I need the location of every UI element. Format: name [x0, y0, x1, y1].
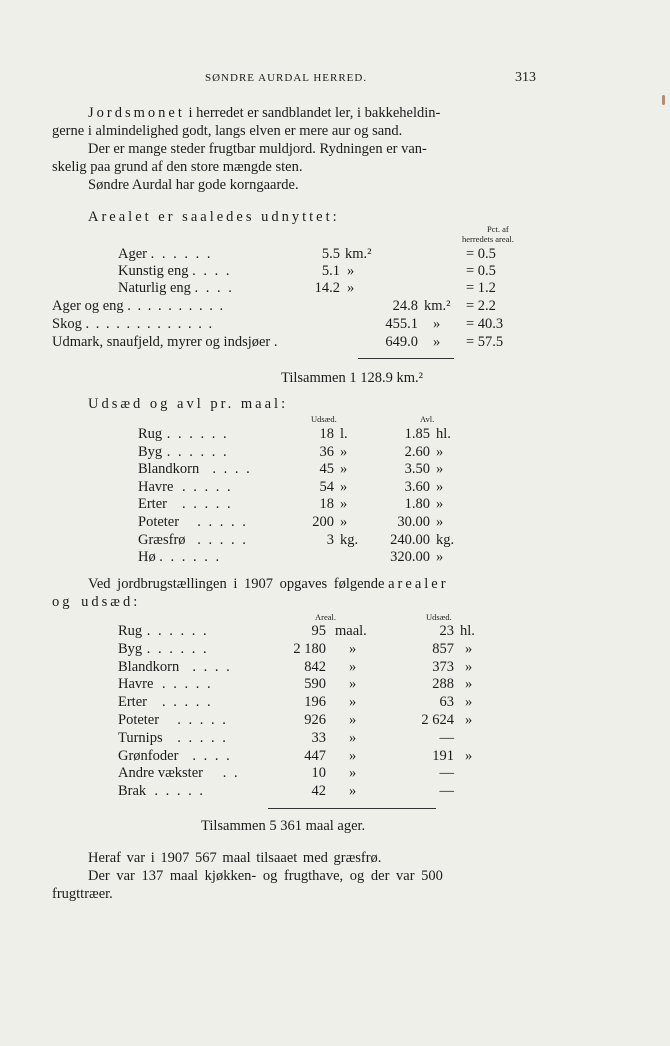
area-main-value: 649.0: [385, 334, 418, 350]
closing-line-1: Heraf var i 1907 567 maal tilsaaet med græsfrø.: [88, 850, 382, 866]
area-heading: Arealet er saaledes udnyttet:: [88, 209, 340, 225]
census-row-label: Poteter: [118, 712, 160, 728]
seed-row-seed-unit: kg.: [340, 531, 359, 548]
area-sub-value: 5.1: [321, 263, 340, 279]
seed-row-yield-unit: »: [436, 461, 444, 478]
seed-row-yield-unit: »: [436, 478, 444, 495]
census-row-area: 196: [304, 694, 326, 711]
area-sub-row: Ager . . . . . .: [118, 246, 213, 262]
area-sub-unit: »: [347, 263, 355, 279]
area-sub-pct: = 1.2: [466, 280, 496, 296]
census-row-area-unit: »: [349, 765, 357, 782]
seed-row-yield: 1.85: [404, 426, 430, 442]
area-sub-unit: km.²: [345, 246, 372, 262]
seed-row-seed: 18: [319, 426, 334, 442]
seed-row-seed-unit: »: [340, 496, 348, 513]
seed-row-yield-unit: »: [436, 443, 444, 460]
seed-row-seed: 54: [319, 478, 334, 495]
census-row-area: 447: [304, 747, 326, 764]
seed-row-seed-unit: »: [340, 461, 348, 478]
census-row-dots: . . . . .: [162, 676, 213, 693]
census-row-seed: —: [439, 729, 454, 746]
seed-col-header: Udsæd.: [311, 414, 337, 424]
census-row-dots: . . . . .: [154, 783, 206, 800]
area-sub-row: Naturlig eng . . . .: [118, 280, 234, 296]
area-main-pct: = 2.2: [466, 298, 496, 314]
census-row-area: 33: [311, 729, 326, 746]
intro-line-1: [88, 105, 440, 122]
closing-line-2: Der var 137 maal kjøkken- og frugthave, og der var 500: [88, 868, 443, 884]
census-row-dots: . . . .: [192, 747, 232, 764]
census-row-seed: 373: [432, 658, 454, 675]
seed-row-yield: 240.00: [390, 531, 430, 548]
area-sub-pct: = 0.5: [466, 246, 496, 262]
census-row-area: 842: [304, 658, 326, 675]
paper-stain: [662, 95, 665, 105]
seed-row-seed: 45: [319, 461, 334, 478]
census-row-label: Byg: [118, 640, 143, 657]
census-row-dots: . .: [222, 765, 240, 782]
census-row-dots: . . . . .: [177, 729, 228, 746]
seed-row-seed: 200: [312, 514, 334, 530]
seed-row-yield: 3.60: [404, 478, 430, 495]
census-area-col-header: Areal.: [315, 612, 337, 622]
area-sub-value: 14.2: [314, 280, 340, 296]
census-row-seed-unit: »: [465, 694, 473, 711]
census-row-seed: 23: [439, 623, 454, 639]
seed-row-dots: . . . . .: [197, 531, 248, 548]
seed-row-dots: . . . . .: [197, 514, 248, 530]
seed-row-yield: 30.00: [397, 514, 430, 530]
seed-row-label: Havre: [138, 478, 174, 495]
intro-line-3: Der er mange steder frugtbar muldjord. Rydningen er van-: [88, 141, 427, 157]
census-row-seed: 288: [432, 676, 454, 693]
seed-row-dots: . . . . .: [182, 496, 233, 513]
census-row-seed-unit: »: [465, 676, 473, 693]
census-row-seed-unit: »: [465, 658, 473, 675]
census-row-dots: . . . . .: [162, 694, 213, 711]
area-sub-row: Kunstig eng . . . .: [118, 263, 232, 279]
intro-spaced-word: Jordsmonet: [88, 105, 185, 121]
running-header: SØNDRE AURDAL HERRED.: [205, 72, 368, 84]
seed-row-yield-unit: »: [436, 496, 444, 513]
census-row-label: Blandkorn: [118, 658, 180, 675]
seed-row-yield-unit: kg.: [436, 531, 455, 548]
census-row-seed: —: [439, 765, 454, 782]
seed-row-yield: 1.80: [404, 496, 430, 513]
census-row-area-unit: »: [349, 783, 357, 800]
census-row-seed: —: [439, 783, 454, 800]
intro-line-2: gerne i almindelighed godt, langs elven er mere aur og sand.: [52, 123, 403, 139]
census-total-rule: [268, 808, 436, 809]
area-sub-value: 5.5: [321, 246, 340, 262]
census-row-label: Grønfoder: [118, 747, 179, 764]
seed-row-label: Græsfrø: [138, 531, 186, 548]
seed-row-label: Poteter: [138, 514, 180, 530]
area-sub-unit: »: [347, 280, 355, 296]
seed-row-dots: . . . . . .: [159, 549, 222, 566]
area-total: Tilsammen 1 128.9 km.²: [281, 370, 423, 386]
census-row-area: 2 180: [293, 640, 326, 657]
page-number: 313: [515, 70, 536, 85]
pct-header-1: Pct. af: [487, 224, 509, 234]
seed-row-yield: 320.00: [390, 549, 430, 566]
census-intro-line-1: Ved jordbrugstællingen i 1907 opgaves følgende arealer: [88, 576, 449, 592]
census-row-area: 10: [311, 765, 326, 782]
seed-row-seed-unit: »: [340, 443, 348, 460]
intro-line-4: skelig paa grund af den store mængde sten.: [52, 159, 303, 175]
pct-header-2: herredets areal.: [462, 234, 514, 244]
census-row-area-unit: »: [349, 676, 357, 693]
seed-row-yield: 2.60: [404, 443, 430, 460]
census-total: Tilsammen 5 361 maal ager.: [201, 818, 366, 834]
yield-col-header: Avl.: [420, 414, 435, 424]
census-row-seed: 2 624: [421, 712, 454, 728]
seed-row-dots: . . . . . .: [166, 443, 229, 460]
closing-line-3: frugttræer.: [52, 886, 113, 902]
census-row-area-unit: »: [349, 694, 357, 711]
intro-line-5: Søndre Aurdal har gode korngaarde.: [88, 177, 299, 193]
census-row-label: Erter: [118, 694, 147, 711]
census-row-label: Rug: [118, 623, 143, 639]
census-row-area-unit: »: [349, 658, 357, 675]
census-row-label: Brak: [118, 783, 147, 800]
seed-row-label: Blandkorn: [138, 461, 200, 478]
area-main-pct: = 57.5: [466, 334, 504, 350]
intro-text: i herredet er sandblandet ler, i bakkeheldin-: [184, 105, 441, 121]
seed-row-yield-unit: »: [436, 549, 444, 566]
area-main-row: Skog . . . . . . . . . . . . .: [52, 316, 214, 332]
seed-row-label: Hø: [138, 549, 156, 566]
seed-row-dots: . . . . . .: [166, 426, 229, 442]
seed-row-seed-unit: »: [340, 478, 348, 495]
area-main-unit: »: [433, 316, 441, 332]
area-main-unit: »: [433, 334, 441, 350]
seed-heading: Udsæd og avl pr. maal:: [88, 396, 289, 412]
area-main-row: Udmark, snaufjeld, myrer og indsjøer .: [52, 334, 278, 350]
area-total-rule: [358, 358, 454, 359]
census-row-label: Andre vækster: [118, 765, 203, 782]
census-row-area-unit: »: [349, 729, 357, 746]
seed-row-yield-unit: hl.: [436, 426, 451, 442]
area-main-unit: km.²: [424, 298, 451, 314]
census-row-seed-unit: »: [465, 712, 473, 728]
census-row-dots: . . . . .: [177, 712, 228, 728]
census-row-dots: . . . . . .: [146, 623, 209, 639]
area-main-value: 455.1: [385, 316, 418, 332]
seed-row-seed: 3: [326, 531, 334, 548]
census-row-area-unit: »: [349, 712, 357, 728]
seed-row-seed: 36: [319, 443, 334, 460]
census-row-label: Havre: [118, 676, 154, 693]
census-row-seed: 191: [432, 747, 454, 764]
census-intro-line-2: og udsæd:: [52, 594, 141, 610]
census-row-seed-unit: »: [465, 747, 473, 764]
census-row-area-unit: »: [349, 747, 357, 764]
census-row-seed-unit: hl.: [460, 623, 475, 639]
census-row-dots: . . . .: [192, 658, 232, 675]
area-sub-pct: = 0.5: [466, 263, 496, 279]
seed-row-label: Erter: [138, 496, 167, 513]
census-row-seed: 857: [432, 640, 454, 657]
seed-row-seed-unit: l.: [340, 426, 348, 442]
census-row-label: Turnips: [118, 729, 163, 746]
census-row-area: 95: [311, 623, 326, 639]
census-row-dots: . . . . . .: [146, 640, 209, 657]
seed-row-yield-unit: »: [436, 514, 444, 530]
seed-row-label: Byg: [138, 443, 163, 460]
census-row-area-unit: maal.: [335, 623, 367, 639]
census-row-area-unit: »: [349, 640, 357, 657]
seed-row-seed: 18: [319, 496, 334, 513]
census-row-area: 926: [304, 712, 326, 728]
area-main-row: Ager og eng . . . . . . . . . .: [52, 298, 225, 314]
census-row-area: 590: [304, 676, 326, 693]
census-row-seed-unit: »: [465, 640, 473, 657]
area-main-value: 24.8: [392, 298, 418, 314]
area-main-pct: = 40.3: [466, 316, 504, 332]
seed-row-yield: 3.50: [404, 461, 430, 478]
census-seed-col-header: Udsæd.: [426, 612, 452, 622]
seed-row-label: Rug: [138, 426, 163, 442]
census-row-seed: 63: [439, 694, 454, 711]
census-row-area: 42: [311, 783, 326, 800]
seed-row-dots: . . . . .: [182, 478, 233, 495]
seed-row-seed-unit: »: [340, 514, 348, 530]
seed-row-dots: . . . .: [212, 461, 252, 478]
